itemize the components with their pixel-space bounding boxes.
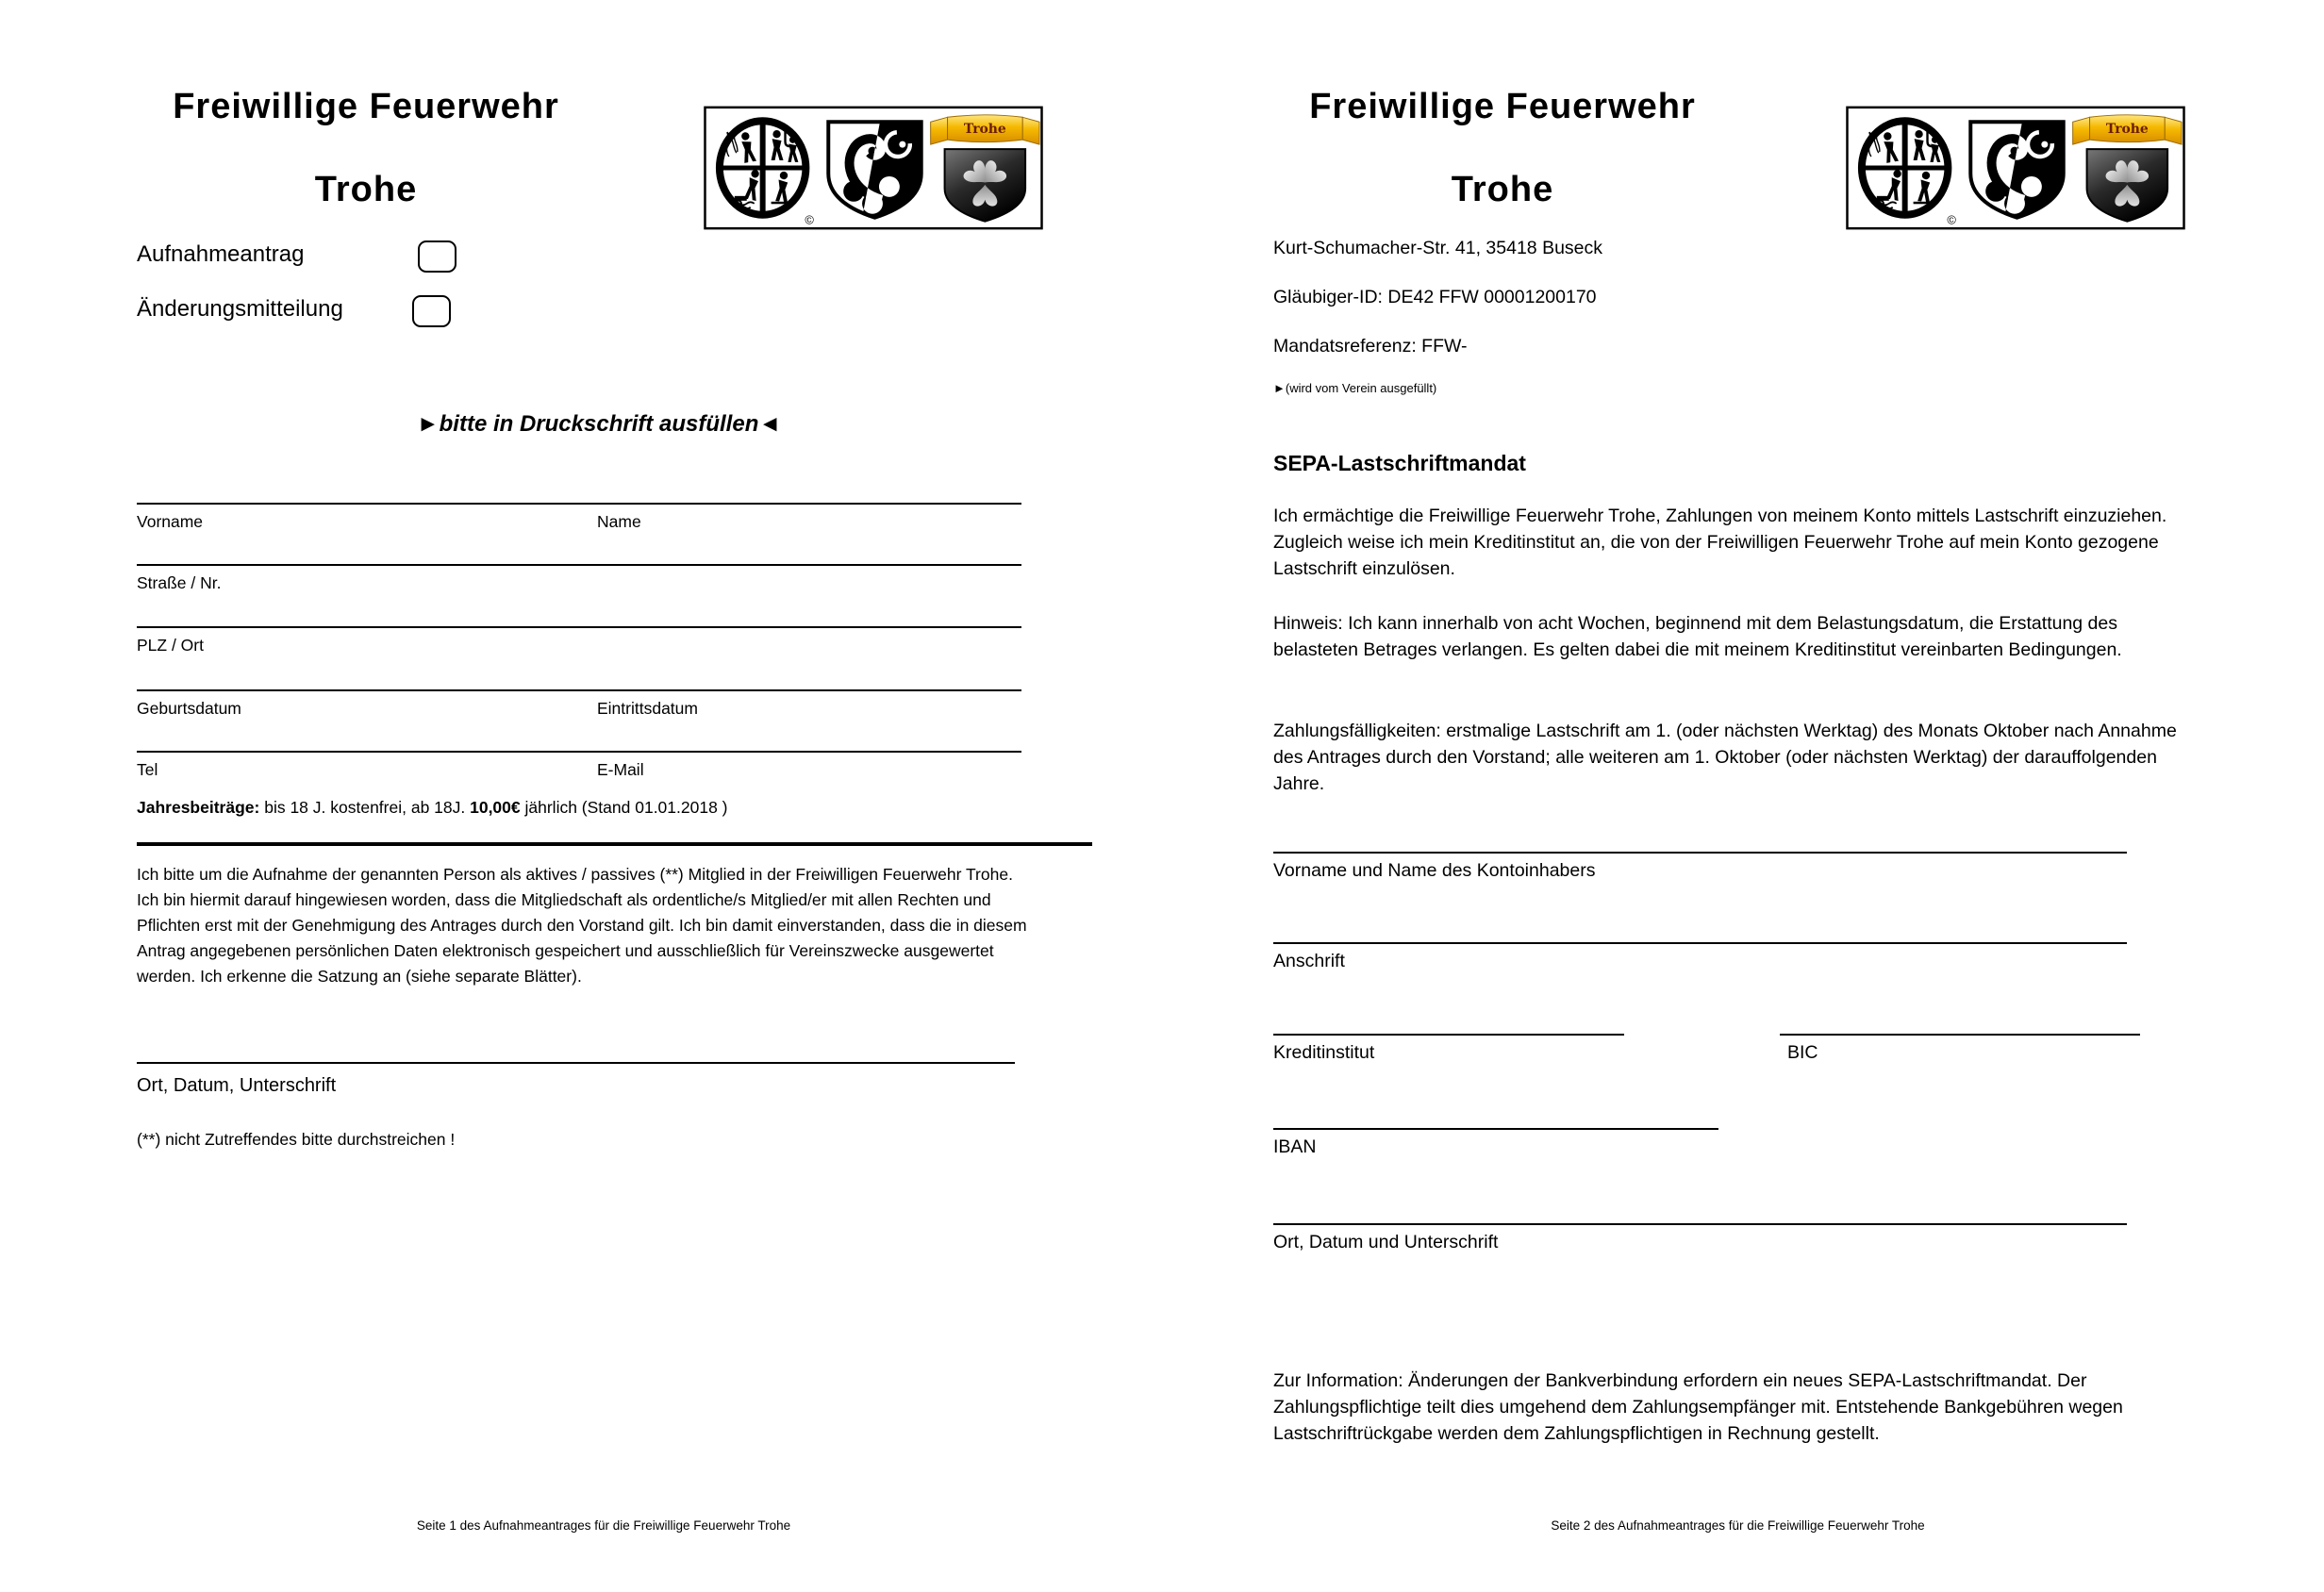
field-label-iban: IBAN <box>1273 1136 1317 1157</box>
field-line-tel-email <box>137 751 1021 753</box>
field-line-kontoinhaber <box>1273 852 2127 854</box>
signature-line <box>137 1062 1015 1064</box>
trohe-banner-icon <box>931 115 1039 144</box>
field-label-kontoinhaber: Vorname und Name des Kontoinhabers <box>1273 860 1596 881</box>
arrow-right-icon: ► <box>416 411 440 437</box>
page2-title-line2: Trohe <box>1451 170 1554 209</box>
field-label-anschrift: Anschrift <box>1273 951 1345 971</box>
field-label-email: E-Mail <box>597 760 644 779</box>
sepa-paragraph-2: Hinweis: Ich kann innerhalb von acht Wochen, beginnend mit dem Belastungsdatum, die Erstattung des belasteten Betrages verlangen. Es gelten dabei die mit meinem Kreditinstitut vereinbarten Bedingungen. <box>1273 613 2122 660</box>
page1-footer: Seite 1 des Aufnahmeantrages für die Freiwillige Feuerwehr Trohe <box>416 1518 791 1533</box>
field-label-strasse: Straße / Nr. <box>137 573 222 592</box>
option-aufnahmeantrag-label: Aufnahmeantrag <box>137 241 305 267</box>
mandate-note: ►(wird vom Verein ausgefüllt) <box>1273 381 1437 395</box>
field-line-anschrift <box>1273 942 2127 944</box>
field-line-ort-datum <box>1273 1223 2127 1225</box>
field-line-plz-ort <box>137 626 1021 628</box>
banner-text: Trohe <box>2105 122 2149 138</box>
sepa-paragraph-1: Ich ermächtige die Freiwillige Feuerwehr Trohe, Zahlungen von meinem Konto mittels Lastschrift einzuziehen. Zugleich weise ich mein Kreditinstitut an, die von der Freiwilligen Feuerwehr Trohe auf mein Konto gezogene Lastschrift einzulösen. <box>1273 506 2167 579</box>
fees-text-1: bis 18 J. kostenfrei, ab 18J. <box>259 798 471 817</box>
field-label-tel: Tel <box>137 760 158 779</box>
aufnahmeantrag-checkbox[interactable] <box>418 240 456 273</box>
sepa-paragraph-3: Zahlungsfälligkeiten: erstmalige Lastschrift am 1. (oder nächsten Werktag) des Monats Oktober nach Annahme des Antrages durch den Vorstand; alle weiteren am 1. Oktober (oder nächsten Werktag) der darauffolgenden Jahre. <box>1273 721 2177 794</box>
field-label-ort-datum: Ort, Datum und Unterschrift <box>1273 1232 1499 1252</box>
aenderungsmitteilung-checkbox[interactable] <box>412 295 451 327</box>
field-label-vorname: Vorname <box>137 512 204 531</box>
page2-title-line1: Freiwillige Feuerwehr <box>1309 87 1696 126</box>
field-label-name: Name <box>597 512 641 531</box>
instruction-text: bitte in Druckschrift ausfüllen <box>439 411 759 437</box>
field-label-kreditinstitut: Kreditinstitut <box>1273 1042 1375 1063</box>
creditor-id-line: Gläubiger-ID: DE42 FFW 00001200170 <box>1273 287 1597 307</box>
page1-title-line1: Freiwillige Feuerwehr <box>173 87 559 126</box>
field-label-geburtsdatum: Geburtsdatum <box>137 699 241 718</box>
logo <box>704 106 1043 230</box>
trohe-banner-icon <box>2073 115 2182 144</box>
signature-label: Ort, Datum, Unterschrift <box>137 1075 337 1096</box>
field-line-iban <box>1273 1128 1718 1130</box>
fees-heading: Jahresbeiträge: <box>137 798 260 817</box>
page1-title-line2: Trohe <box>314 170 418 209</box>
declaration-paragraph: Ich bitte um die Aufnahme der genannten Person als aktives / passives (**) Mitglied in der Freiwilligen Feuerwehr Trohe. Ich bin hiermit darauf hingewiesen worden, dass die Mitgliedschaft als ordentliche/s Mitglied/er mit allen Rechten und Pflichten erst mit der Genehmigung des Antrages durch den Vorstand gilt. Ich bin damit einverstanden, dass die in diesem Antrag angegebenen persönlichen Daten elektronisch gespeichert und ausschließlich für Vereinszwecke ausgewertet werden. Ich erkenne die Satzung an (siehe separate Blätter). <box>137 865 1027 986</box>
strike-note: (**) nicht Zutreffendes bitte durchstreichen ! <box>137 1130 456 1149</box>
arrow-left-icon: ◄ <box>758 411 782 437</box>
field-label-bic: BIC <box>1787 1042 1818 1063</box>
ffw-trohe-logo-graphic <box>1846 106 2185 230</box>
page2-footer: Seite 2 des Aufnahmeantrages für die Freiwillige Feuerwehr Trohe <box>1551 1518 1925 1533</box>
fees-text-2: jährlich (Stand 01.01.2018 ) <box>520 798 728 817</box>
banner-text: Trohe <box>963 122 1006 138</box>
fees-amount: 10,00€ <box>470 798 521 817</box>
fees-line <box>137 798 728 818</box>
field-line-bic <box>1780 1034 2140 1036</box>
field-line-strasse <box>137 564 1021 566</box>
mandate-reference-line: Mandatsreferenz: FFW- <box>1273 336 1468 357</box>
field-label-eintrittsdatum: Eintrittsdatum <box>597 699 698 718</box>
field-line-geburtsdatum <box>137 689 1021 691</box>
section-divider <box>137 842 1092 846</box>
copyright-symbol: © <box>805 212 814 227</box>
sepa-heading: SEPA-Lastschriftmandat <box>1273 451 1526 475</box>
page-2 <box>1162 0 2324 1592</box>
field-line-vorname-name <box>137 503 1021 505</box>
copyright-symbol: © <box>1947 212 1956 227</box>
field-label-plz-ort: PLZ / Ort <box>137 636 204 655</box>
instruction-line <box>137 411 1061 438</box>
address-line: Kurt-Schumacher-Str. 41, 35418 Buseck <box>1273 238 1603 258</box>
logo <box>1846 106 2185 230</box>
info-paragraph: Zur Information: Änderungen der Bankverbindung erfordern ein neues SEPA-Lastschriftmandat. Der Zahlungspflichtige teilt dies umgehend dem Zahlungsempfänger mit. Entstehende Bankgebühren wegen Lastschriftrückgabe werden dem Zahlungspflichtigen in Rechnung gestellt. <box>1273 1370 2123 1444</box>
field-line-kreditinstitut <box>1273 1034 1624 1036</box>
ffw-trohe-logo-graphic <box>704 106 1043 230</box>
option-aenderungsmitteilung-label: Änderungsmitteilung <box>137 296 343 322</box>
